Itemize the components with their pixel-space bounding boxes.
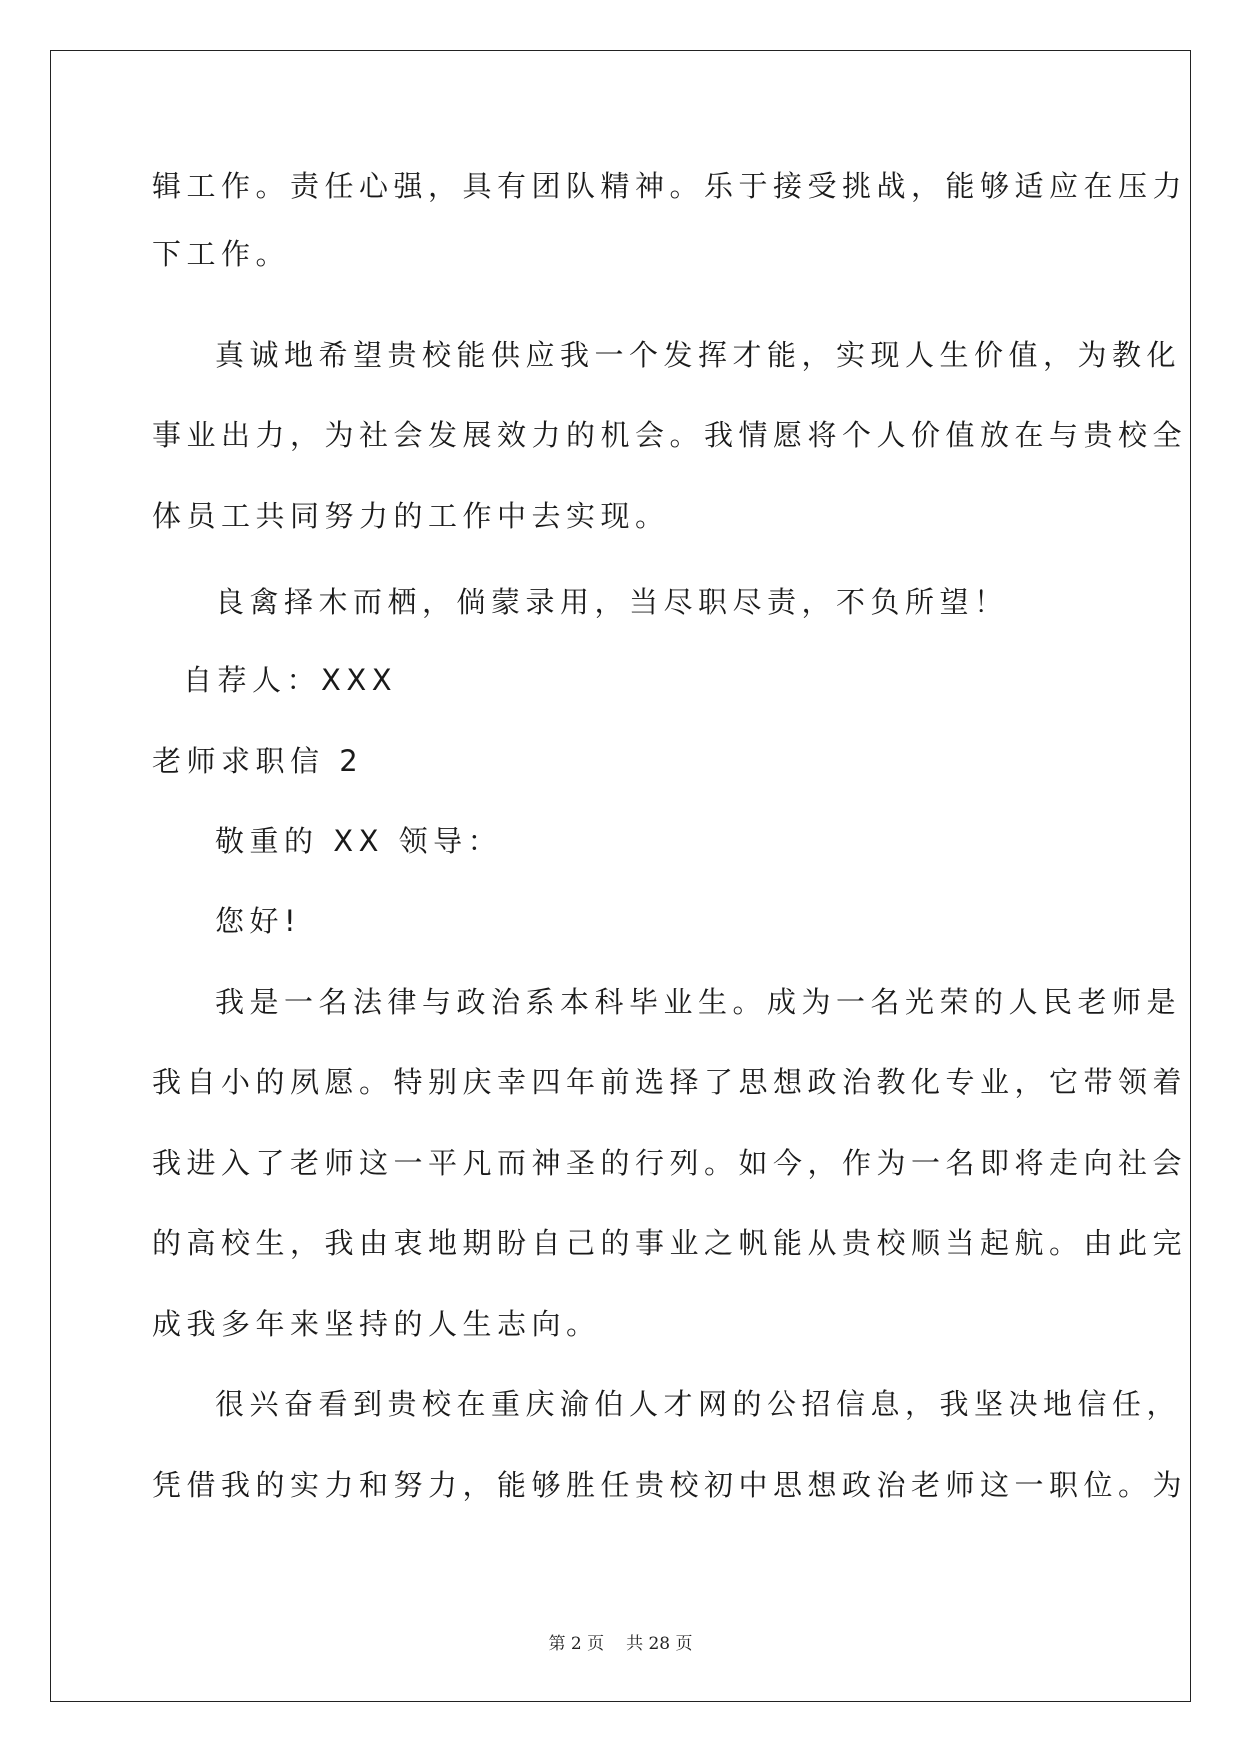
greeting: 您好! — [215, 904, 302, 938]
body-line: 我是一名法律与政治系本科毕业生。成为一名光荣的人民老师是 — [215, 985, 1182, 1019]
body-line: 我进入了老师这一平凡而神圣的行列。如今，作为一名即将走向社会 — [152, 1146, 1188, 1180]
body-line: 体员工共同努力的工作中去实现。 — [152, 499, 670, 533]
body-line: 真诚地希望贵校能供应我一个发挥才能，实现人生价值，为教化 — [215, 338, 1182, 372]
body-line: 我自小的夙愿。特别庆幸四年前选择了思想政治教化专业，它带领着 — [152, 1065, 1188, 1099]
body-line: 很兴奋看到贵校在重庆渝伯人才网的公招信息，我坚决地信任， — [215, 1387, 1182, 1421]
salutation: 敬重的 XX 领导： — [215, 824, 503, 858]
body-line: 凭借我的实力和努力，能够胜任贵校初中思想政治老师这一职位。为 — [152, 1468, 1188, 1502]
page-number: 第 2 页 — [548, 1634, 605, 1654]
body-line: 良禽择木而栖，倘蒙录用，当尽职尽责，不负所望！ — [215, 585, 1009, 619]
body-line: 成我多年来坚持的人生志向。 — [152, 1307, 601, 1341]
signature-line: 自荐人：XXX — [183, 663, 398, 697]
page-total: 共 28 页 — [626, 1634, 693, 1654]
body-line: 事业出力，为社会发展效力的机会。我情愿将个人价值放在与贵校全 — [152, 418, 1188, 452]
section-title: 老师求职信 2 — [152, 744, 364, 778]
body-line: 辑工作。责任心强，具有团队精神。乐于接受挑战，能够适应在压力 — [152, 169, 1188, 203]
body-line: 的高校生，我由衷地期盼自己的事业之帆能从贵校顺当起航。由此完 — [152, 1226, 1188, 1260]
page-footer — [0, 1629, 1241, 1654]
page-border — [50, 50, 1191, 1702]
body-line: 下工作。 — [152, 237, 291, 271]
